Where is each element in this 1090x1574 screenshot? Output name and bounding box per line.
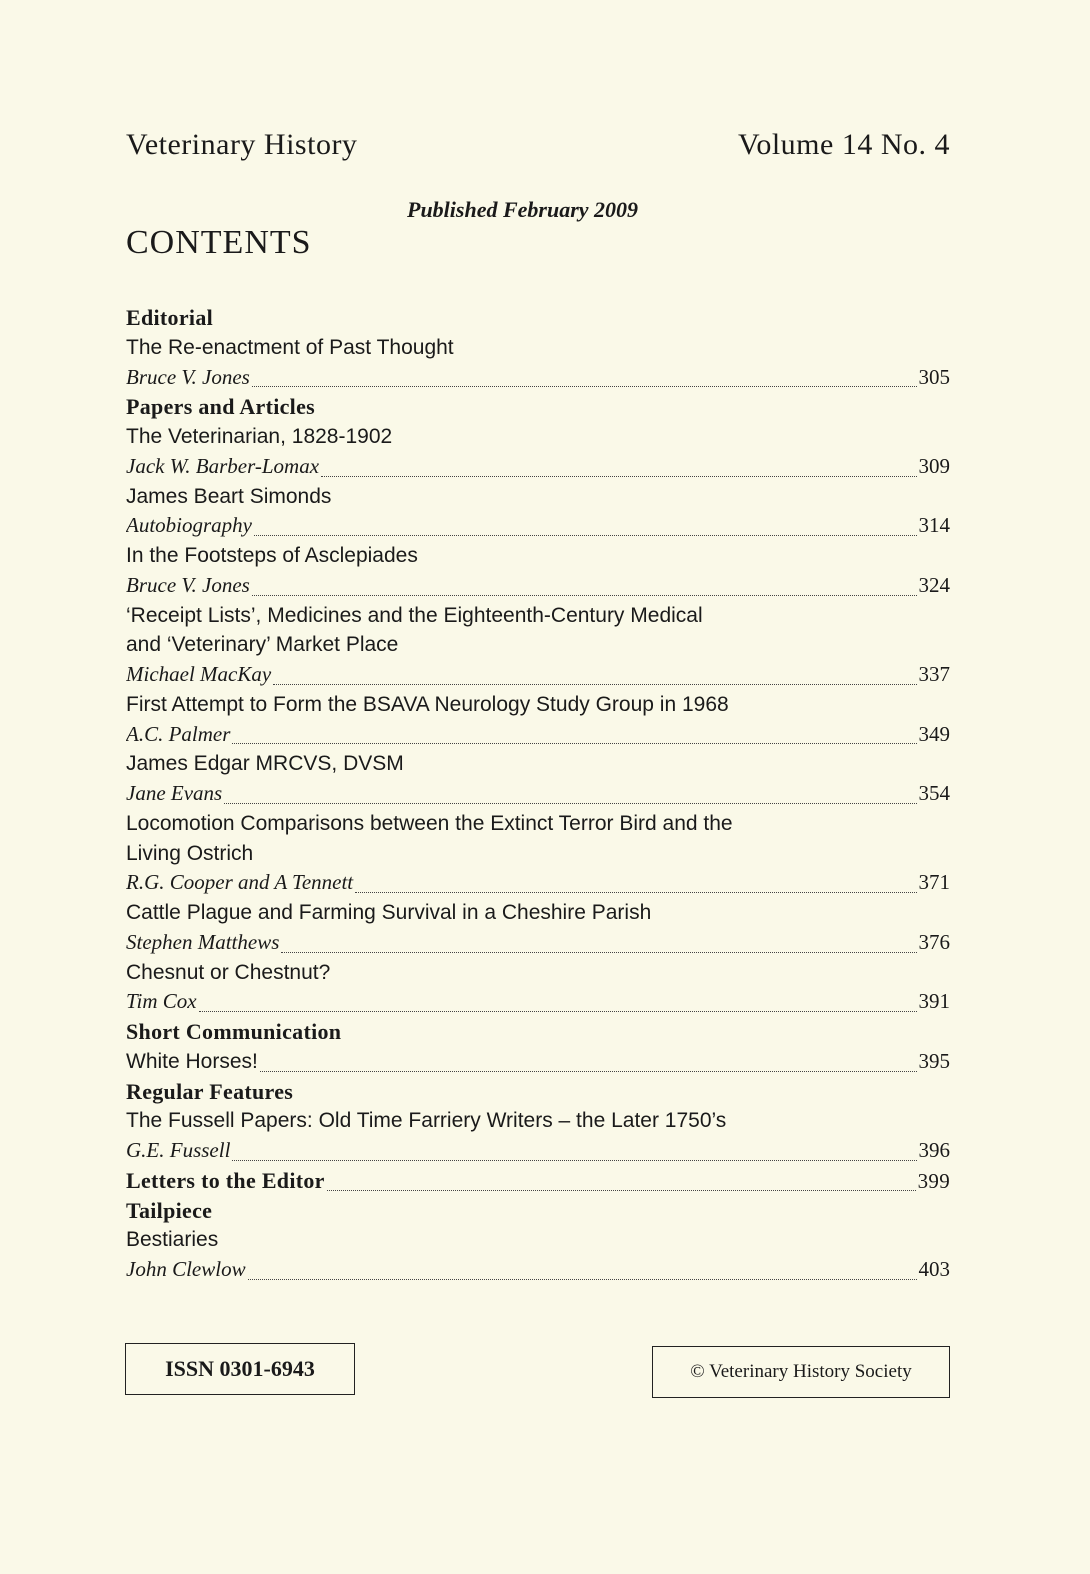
toc-title-text: The Re-enactment of Past Thought — [126, 335, 454, 359]
toc-entry-author — [126, 720, 950, 750]
dot-leader — [224, 784, 916, 804]
toc-title-text: ‘Receipt Lists’, Medicines and the Eighteenth-Century Medical — [126, 603, 703, 627]
toc-entry-section — [126, 303, 950, 333]
toc-page-number: 354 — [918, 781, 950, 805]
toc-entry-author — [126, 363, 950, 393]
toc-author-text: Autobiography — [126, 513, 252, 538]
toc-entry-title — [126, 898, 950, 928]
toc-entry-section — [126, 1166, 950, 1196]
toc-page-number: 395 — [918, 1048, 950, 1073]
toc-entry-author — [126, 1136, 950, 1166]
copyright-label: © Veterinary History Society — [690, 1361, 912, 1382]
toc-page-number: 403 — [918, 1257, 950, 1281]
toc-entry-title — [126, 1047, 950, 1077]
toc-author-text: R.G. Cooper and A Tennett — [126, 870, 354, 895]
dot-leader — [232, 724, 916, 744]
toc-entry-section — [126, 1017, 950, 1047]
toc-title-text: James Edgar MRCVS, DVSM — [126, 752, 404, 776]
toc-entry-author — [126, 987, 950, 1017]
toc-page-number: 337 — [918, 662, 950, 686]
toc-entry-title — [126, 333, 950, 363]
toc-title-text: First Attempt to Form the BSAVA Neurology Study Group in 1968 — [126, 692, 729, 716]
toc-page-number: 391 — [918, 989, 950, 1014]
toc-entry-title — [126, 1106, 950, 1136]
toc-section-text: Tailpiece — [126, 1197, 213, 1223]
dot-leader — [254, 516, 917, 536]
toc-section-text: Regular Features — [126, 1078, 294, 1104]
toc-entry-title — [126, 958, 950, 988]
dot-leader — [232, 1141, 916, 1161]
toc-entry-title — [126, 630, 950, 660]
dot-leader — [252, 367, 917, 387]
toc-page-number: 396 — [918, 1138, 950, 1162]
toc-section-text: Editorial — [126, 305, 214, 330]
toc-author-text: Michael MacKay — [126, 662, 272, 686]
toc-entry-title — [126, 749, 950, 779]
dot-leader — [252, 576, 917, 596]
toc-author-text: Tim Cox — [126, 989, 197, 1014]
toc-author-text: Bruce V. Jones — [126, 572, 250, 597]
toc-title-text: and ‘Veterinary’ Market Place — [126, 633, 399, 657]
toc-page-number: 376 — [918, 929, 950, 954]
toc-entry-section — [126, 1077, 950, 1107]
toc-title-text: The Veterinarian, 1828-1902 — [126, 425, 393, 448]
toc-entry-title — [126, 1225, 950, 1255]
dot-leader — [260, 1052, 917, 1072]
toc-page-number: 324 — [918, 572, 950, 597]
toc-section-text: Papers and Articles — [126, 394, 316, 420]
dot-leader — [327, 1171, 916, 1191]
toc-entry-section — [126, 1196, 950, 1226]
toc-title-text: Bestiaries — [126, 1228, 219, 1252]
issn-box — [125, 1343, 355, 1395]
toc-author-text: A.C. Palmer — [126, 721, 231, 746]
publication-date: Published February 2009 — [407, 197, 639, 222]
toc-author-text: Bruce V. Jones — [126, 364, 250, 389]
toc-title-text: In the Footsteps of Asclepiades — [126, 544, 418, 567]
toc-page-number: 309 — [918, 453, 950, 478]
dot-leader — [199, 992, 917, 1012]
toc-entry-title — [126, 422, 950, 452]
dot-leader — [273, 665, 916, 685]
volume-number: Volume 14 No. 4 — [738, 128, 950, 161]
toc-page-number: 305 — [918, 364, 950, 389]
toc-entry-section — [126, 392, 950, 422]
table-of-contents — [126, 303, 950, 1285]
dot-leader — [281, 933, 916, 953]
toc-title-text: Chesnut or Chestnut? — [126, 960, 331, 984]
toc-page-number: 314 — [918, 513, 950, 538]
toc-title-text: Cattle Plague and Farming Survival in a Cheshire Parish — [126, 901, 652, 924]
toc-page-number: 371 — [918, 870, 950, 895]
toc-entry-author — [126, 452, 950, 482]
toc-title-text: Living Ostrich — [126, 841, 254, 865]
issn-label: ISSN 0301-6943 — [165, 1356, 315, 1381]
toc-entry-author — [126, 868, 950, 898]
contents-heading: CONTENTS — [126, 224, 312, 261]
toc-entry-author — [126, 511, 950, 541]
toc-title-text: White Horses! — [126, 1049, 258, 1073]
toc-author-text: John Clewlow — [126, 1257, 246, 1281]
dot-leader — [248, 1260, 917, 1280]
toc-entry-author — [126, 779, 950, 809]
toc-entry-title — [126, 690, 950, 720]
toc-page-number: 399 — [917, 1168, 950, 1193]
toc-title-text: The Fussell Papers: Old Time Farriery Writers – the Later 1750’s — [126, 1109, 727, 1133]
toc-entry-title — [126, 839, 950, 869]
dot-leader — [321, 457, 916, 477]
toc-page-number: 349 — [918, 721, 950, 746]
dot-leader — [355, 873, 916, 893]
toc-entry-title — [126, 541, 950, 571]
toc-section-text: Letters to the Editor — [126, 1167, 325, 1193]
toc-author-text: Jane Evans — [126, 781, 223, 805]
toc-title-text: Locomotion Comparisons between the Extinct Terror Bird and the — [126, 811, 733, 835]
toc-author-text: Jack W. Barber-Lomax — [126, 453, 320, 478]
toc-entry-title — [126, 809, 950, 839]
toc-entry-title — [126, 482, 950, 512]
toc-entry-title — [126, 601, 950, 631]
toc-entry-author — [126, 571, 950, 601]
toc-section-text: Short Communication — [126, 1019, 342, 1044]
toc-entry-author — [126, 1255, 950, 1285]
toc-author-text: Stephen Matthews — [126, 929, 280, 954]
toc-title-text: James Beart Simonds — [126, 484, 332, 508]
toc-entry-author — [126, 928, 950, 958]
toc-author-text: G.E. Fussell — [126, 1138, 231, 1162]
toc-entry-author — [126, 660, 950, 690]
journal-title: Veterinary History — [126, 128, 358, 161]
copyright-box — [652, 1346, 950, 1398]
